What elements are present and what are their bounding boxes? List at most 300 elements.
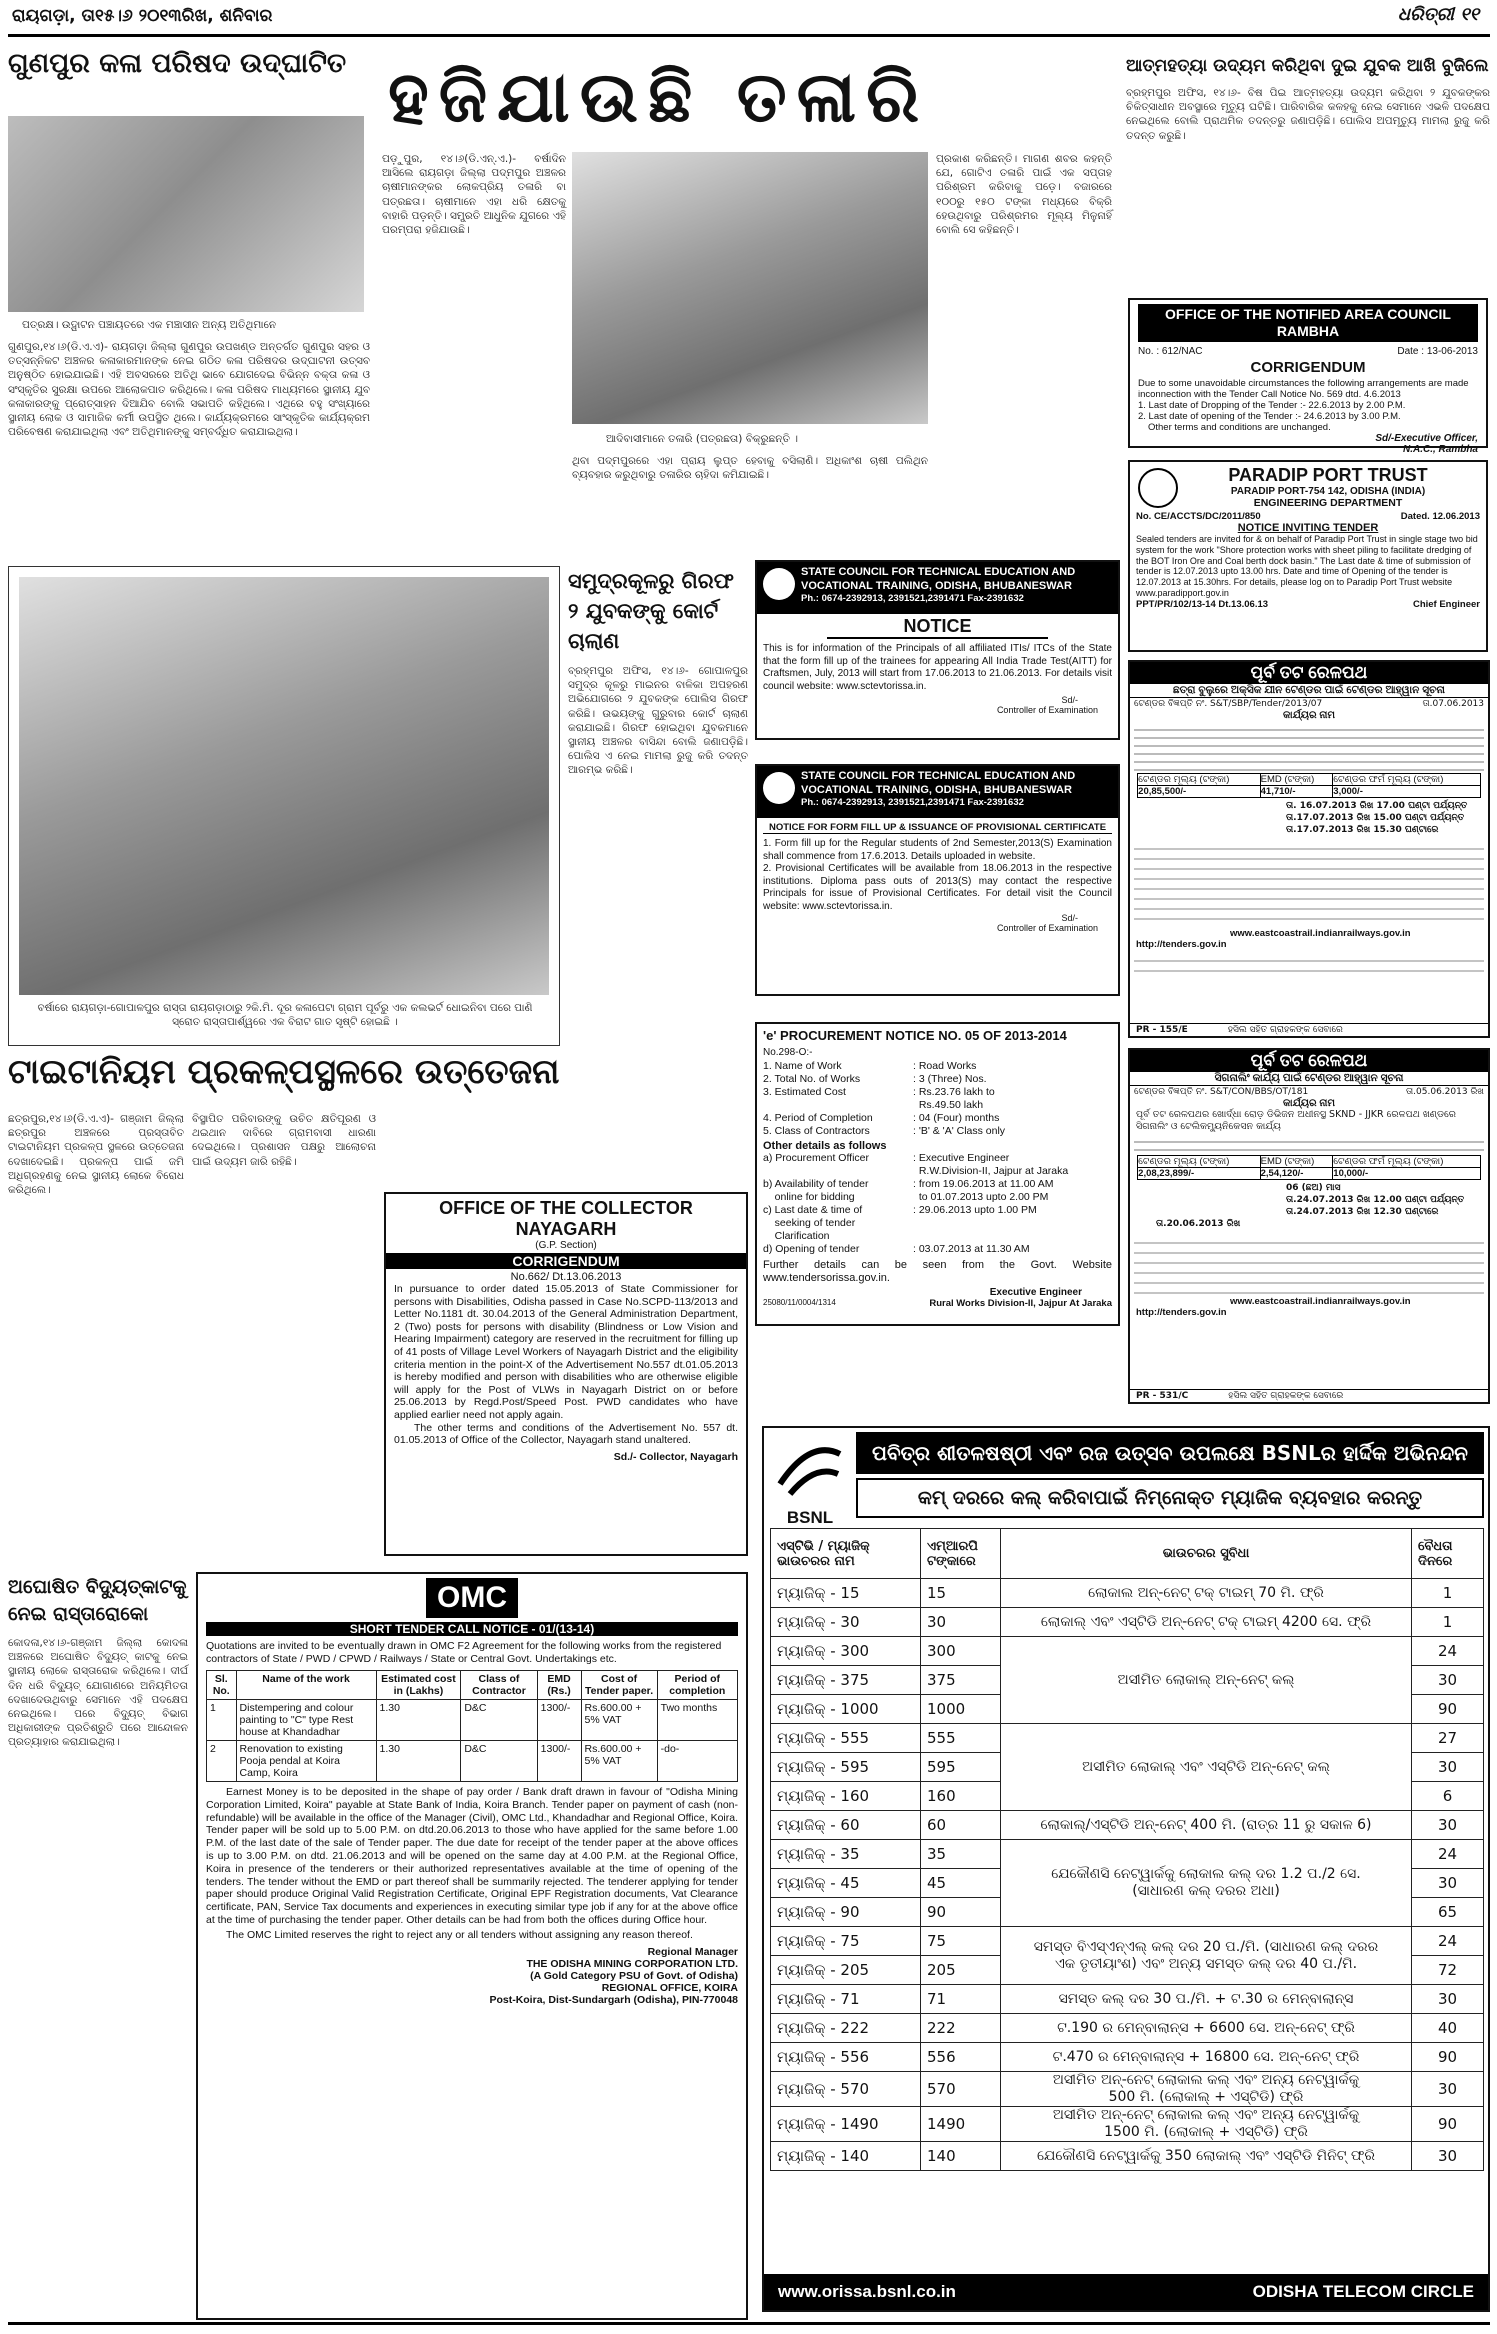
- bsnl-mrp: 1490: [921, 2107, 1001, 2142]
- eproc-key: 1. Name of Work: [763, 1060, 842, 1072]
- gunupur-photo: [8, 116, 364, 312]
- bsnl-voucher-name: ମ୍ୟାଜିକ୍ - 90: [771, 1898, 921, 1927]
- bsnl-mrp: 15: [921, 1579, 1001, 1608]
- nac-line3: Other terms and conditions are unchanged.: [1148, 422, 1331, 433]
- bsnl-logo: [770, 1434, 850, 1527]
- bsnl-header-cell: ଏସ୍‌ଟିଭି / ମ୍ୟାଜିକ୍ ଭାଉଚରର ନାମ: [771, 1529, 921, 1579]
- bsnl-validity: 24: [1412, 1840, 1484, 1869]
- bsnl-validity: 24: [1412, 1927, 1484, 1956]
- bsnl-mrp: 160: [921, 1782, 1001, 1811]
- eproc-value: R.W.Division-II, Jajpur at Jaraka: [913, 1165, 1069, 1177]
- sctevt-sign2: Controller of Examination: [996, 705, 1098, 715]
- railway-h2: EMD (ଟଙ୍କା): [1260, 1156, 1333, 1168]
- railway-d1: ତା. 16.07.2013 ରିଖ 17.00 ଘଣ୍ଟା ପର୍ଯ୍ୟନ୍ତ: [1286, 801, 1468, 811]
- eproc-sign2: Rural Works Division-II, Jajpur At Jaraka: [929, 1298, 1112, 1309]
- bsnl-benefit: [1001, 1637, 1412, 1724]
- eproc-value: : 'B' & 'A' Class only: [913, 1125, 1006, 1137]
- nac-title: OFFICE OF THE NOTIFIED AREA COUNCIL RAMBHA: [1138, 304, 1478, 342]
- railway-ref: ଟେଣ୍ଡର ବିଜ୍ଞପ୍ତି ନଂ. S&T/CON/BBS/OT/181: [1134, 1087, 1309, 1097]
- railway-period: 06 (ଛଅ) ମାସ: [1286, 1183, 1341, 1193]
- bsnl-row: [771, 1724, 1484, 1753]
- collector-heading: CORRIGENDUM: [386, 1253, 746, 1269]
- eproc-value: : 3 (Three) Nos.: [913, 1073, 987, 1085]
- railway-sub: ଛତ୍ରା ବୁଲୁରେ ଅକ୍ସିକ ଯୀନ ଟେଣ୍ଡର ପାଇଁ ଟେଣ୍ଡର ଆହ୍ୱାନ ସୂଚନା: [1130, 684, 1488, 698]
- bsnl-ad: [762, 1426, 1490, 2312]
- bsnl-validity: 30: [1412, 1811, 1484, 1840]
- bsnl-mrp: 222: [921, 2014, 1001, 2043]
- photo-caption: ପତ୍ରକ୍ଷ। ଉଦ୍ଘାଟନ ପଞ୍ଚାୟତରେ ଏକ ମଞ୍ଚାସୀନ ଅନ୍ୟ ଅତିଥିମାନେ: [22, 319, 277, 331]
- eproc-other: Other details as follows: [763, 1140, 887, 1152]
- sctevt-org: STATE COUNCIL FOR TECHNICAL EDUCATION AND VOCATIONAL TRAINING, ODISHA, BHUBANESWAR: [801, 566, 1076, 592]
- eproc-value: Rs.49.50 lakh: [913, 1099, 984, 1111]
- railway-title: ପୂର୍ବ ତଟ ରେଳପଥ: [1130, 662, 1488, 684]
- bsnl-mrp: 35: [921, 1840, 1001, 1869]
- bsnl-mrp: 375: [921, 1666, 1001, 1695]
- railway-work: କାର୍ଯ୍ୟର ନାମ: [1283, 710, 1335, 721]
- eproc-key: 3. Estimated Cost: [763, 1086, 846, 1098]
- omc-cell: 1.30: [376, 1700, 461, 1741]
- bsnl-mrp: 556: [921, 2043, 1001, 2072]
- omc-cell: Rs.600.00 + 5% VAT: [581, 1741, 657, 1782]
- bsnl-benefit: [1001, 1840, 1412, 1927]
- bsnl-benefit: ଲୋକାଲ ଅନ୍-ନେଟ୍ ଟକ୍ ଟାଇମ୍ 70 ମି. ଫ୍ରି: [1001, 1579, 1412, 1608]
- sctevt-certificate-notice: [755, 764, 1120, 996]
- story-body: ବ୍ରହ୍ମପୁର ଅଫିସ, ୧୪।୬- ଗୋପାଳପୁର ସମୁଦ୍ର କୂଳରୁ ମାଇନର ବାଳିକା ଅପହରଣ ଅଭିଯୋଗରେ ୨ ଯୁବକଙ୍କ ପୋଲିସ ଗିରଫ କରିଛି। ଉଭୟଙ୍କୁ ଗୁରୁବାର କୋର୍ଟ ଚାଲାଣ କରାଯାଇଛି। ଗିରଫ ହୋଇଥିବା ଯୁବକମାନେ ସ୍ଥାନୀୟ ଅଞ୍ଚଳର ବାସିନ୍ଦା ବୋଲି ଜଣାପଡ଼ିଛି। ପୋଲିସ ଏ ନେଇ ମାମଲା ରୁଜୁ କରି ତଦନ୍ତ ଆରମ୍ଭ କରିଛି।: [568, 665, 748, 777]
- omc-cell: 2: [207, 1741, 237, 1782]
- sctevt-phone: Ph.: 0674-2392913, 2391521,2391471 Fax-2391632: [801, 593, 1024, 604]
- bsnl-benefit: ଯେକୌଣସି ନେଟ୍‌ୱାର୍କକୁ 350 ଲୋକାଲ୍ ଏବଂ ଏସ୍‌ଟିଡି ମିନିଟ୍ ଫ୍ରି: [1001, 2142, 1412, 2171]
- collector-section: (G.P. Section): [535, 1240, 597, 1251]
- omc-logo: OMC: [426, 1578, 518, 1618]
- eproc-value: : Rs.23.76 lakh to: [913, 1086, 995, 1098]
- eproc-row: [763, 1060, 1112, 1073]
- railway-d3: ତା.20.06.2013 ରିଖ: [1156, 1219, 1241, 1229]
- bsnl-mrp: 555: [921, 1724, 1001, 1753]
- story-body: ଗୁଣପୁର,୧୪।୬(ଡି.ଏ.ଏ)- ରାୟଗଡ଼ା ଜିଲ୍ଲା ଗୁଣପୁର ଉପଖଣ୍ଡ ଅନ୍ତର୍ଗତ ଗୁଣପୁର ସହର ଓ ତତ୍ସନ୍ନିକଟ ଅଞ୍ଚଳର କଳାକାରମାନଙ୍କ ନେଇ ଗଠିତ କଳା ପରିଷଦର ଉଦ୍‌ଘାଟନୀ ଉତ୍ସବ ଅନୁଷ୍ଠିତ ହୋଇଯାଇଛି। ଏହି ଅବସରରେ ଅତିଥି ଭାବେ ଯୋଗଦେଇ ବିଭିନ୍ନ ବକ୍ତା କଳା ଓ ସଂସ୍କୃତିର ସୁରକ୍ଷା ଉପରେ ଆଲୋକପାତ କରିଥିଲେ। କଳା ପରିଷଦ ମାଧ୍ୟମରେ ସ୍ଥାନୀୟ ଯୁବ କଳାକାରଙ୍କୁ ପ୍ରୋତ୍ସାହନ ଦିଆଯିବ ବୋଲି ସଭାପତି କହିଥିଲେ। ଏଥିରେ ବହୁ ସଂଖ୍ୟାରେ ସ୍ଥାନୀୟ ଲୋକ ଓ ସାମାଜିକ କର୍ମୀ ଉପସ୍ଥିତ ଥିଲେ। କାର୍ଯ୍ୟକ୍ରମରେ ସାଂସ୍କୃତିକ କାର୍ଯ୍ୟକ୍ରମ ପରିବେଷଣ କରାଯାଇଥିଲା ଏବଂ ଅତିଥିମାନଙ୍କୁ ସମ୍ବର୍ଦ୍ଧିତ କରାଯାଇଥିଲା।: [8, 341, 370, 439]
- bsnl-voucher-name: ମ୍ୟାଜିକ୍ - 45: [771, 1869, 921, 1898]
- railway-footer2: ହସିଲ ସହିତ ଗ୍ରାହକଙ୍କ ସେବାରେ: [1227, 1025, 1343, 1035]
- omc-sign4: REGIONAL OFFICE, KOIRA: [601, 1981, 738, 1994]
- railway-h3: ଟେଣ୍ଡର ଫର୍ମ ମୂଲ୍ୟ (ଟଙ୍କା): [1333, 774, 1481, 786]
- collector-body: In pursuance to order dated 15.05.2013 of State Commissioner for persons with Disabilities, Odisha passed in Case No.SCPD-113/2013 and Letter No.1181 dt. 30.04.2013 of the General Administration Department, 2 (Two) posts for persons with disability (Blindness or Low Vision and Hearing Impairment) category are reserved in the recruitment for filling up of 41 posts of Village Level Workers of Nayagarh District and the eligibility criteria mention in the point-X of the Advertisement No.557 dt.01.05.2013 is hereby modified and person with disabilities who are otherwise eligible will apply for the Post of VLWs in Nayagarh District on or before 25.06.2013 by Regd.Post/Speed Post. PWD candidates who have applied earlier need not apply again.: [394, 1283, 738, 1421]
- nac-no: No. : 612/NAC: [1138, 346, 1203, 357]
- bsnl-benefit: ସମସ୍ତ କଲ୍ ଦର 30 ପ./ମି. + ଟ.30 ର ମେନ୍‌ବାଲାନ୍ସ: [1001, 1985, 1412, 2014]
- bsnl-mrp: 71: [921, 1985, 1001, 2014]
- collector-title1: OFFICE OF THE COLLECTOR: [439, 1198, 693, 1218]
- eproc-row: [763, 1099, 1112, 1112]
- sctevt-sign1: Sd/-: [1061, 913, 1078, 923]
- railway-web2: http://tenders.gov.in: [1136, 1307, 1227, 1318]
- bsnl-row: [771, 1927, 1484, 1956]
- bsnl-header-cell: ବୈଧତା ଦିନରେ: [1412, 1529, 1484, 1579]
- nac-sign1: Sd/-Executive Officer,: [1375, 433, 1478, 444]
- nac-line2: 2. Last date of opening of the Tender :- 24.6.2013 by 3.00 P.M.: [1138, 411, 1401, 422]
- bsnl-line1: ପବିତ୍ର ଶୀତଳଷଷ୍ଠୀ ଏବଂ ରଜ ଉତ୍ସବ ଉପଲକ୍ଷେ BSNLର ହାର୍ଦ୍ଦିକ ଅଭିନନ୍ଦନ: [856, 1432, 1484, 1474]
- eproc-sign1: Executive Engineer: [989, 1287, 1082, 1298]
- bsnl-mrp: 1000: [921, 1695, 1001, 1724]
- sctevt-sign2: Controller of Examination: [996, 923, 1098, 933]
- eproc-row: [763, 1112, 1112, 1125]
- omc-notice: [196, 1572, 748, 2320]
- story-headline: ସମୁଦ୍ରକୂଳରୁ ଗିରଫ ୨ ଯୁବକଙ୍କୁ କୋର୍ଟ ଚାଲାଣ: [568, 569, 734, 653]
- bsnl-validity: 40: [1412, 2014, 1484, 2043]
- omc-cell: 1: [207, 1700, 237, 1741]
- bsnl-voucher-name: ମ୍ୟାଜିକ୍ - 71: [771, 1985, 921, 2014]
- eproc-value: : Road Works: [913, 1060, 977, 1072]
- bsnl-mrp: 90: [921, 1898, 1001, 1927]
- bsnl-validity: 1: [1412, 1579, 1484, 1608]
- sctevt-notice: [755, 560, 1120, 740]
- omc-cell: Distempering and colour painting to "C" type Rest house at Khandadhar: [236, 1700, 376, 1741]
- bsnl-benefit: ଟ.190 ର ମେନ୍‌ବାଲାନ୍ସ + 6600 ସେ. ଅନ୍-ନେଟ୍ ଫ୍ରି: [1001, 2014, 1412, 2043]
- bsnl-benefit: [1001, 1927, 1412, 1985]
- road-caption: ବର୍ଷାରେ ରାୟଗଡ଼ା-ଗୋପାଳପୁର ରାସ୍ତା ରାୟଗଡ଼ାଠାରୁ ୨କି.ମି. ଦୂର କଳାପେଟା ଗ୍ରାମ ପୂର୍ବରୁ ଏକ କଲଭର୍ଟ ଧୋଇନିବା ପରେ ପାଣି ସ୍ରୋତ ରାସ୍ତାପାର୍ଶ୍ୱରେ ଏକ ବିରାଟ ଗାତ ସୃଷ୍ଟି ହୋଇଛି ।: [37, 1002, 533, 1028]
- eproc-key: 2. Total No. of Works: [763, 1073, 861, 1085]
- omc-cell: Rs.600.00 + 5% VAT: [581, 1700, 657, 1741]
- talari-body-col2: ପ୍ରକାଶ କରିଛନ୍ତି। ମାଗଣ ଶବର କହନ୍ତି ଯେ, ଗୋଟିଏ ତଳାରି ପାଇଁ ଏକ ସପ୍ତାହ ପରିଶ୍ରମ କରିବାକୁ ପଡ଼େ। ବଜାରରେ ୧୦୦ରୁ ୧୫୦ ଟଙ୍କା ମଧ୍ୟରେ ବିକ୍ରି ହେଉଥିବାରୁ ପରିଶ୍ରମର ମୂଲ୍ୟ ମିଳୁନାହିଁ ବୋଲି ସେ କହିଛନ୍ତି।: [936, 153, 1112, 237]
- collector-sign: Sd./- Collector, Nayagarh: [613, 1450, 738, 1463]
- eproc-value: to 01.07.2013 upto 2.00 PM: [913, 1191, 1049, 1203]
- bsnl-header-cell: ଭାଉଚରର ସୁବିଧା: [1001, 1529, 1412, 1579]
- eproc-row: [763, 1152, 1112, 1165]
- omc-cell: -do-: [657, 1741, 737, 1782]
- eproc-key: seeking of tender: [763, 1217, 856, 1229]
- bsnl-voucher-name: ମ୍ୟାଜିକ୍ - 375: [771, 1666, 921, 1695]
- railway-web1: www.eastcoastrail.indianrailways.gov.in: [1230, 928, 1411, 939]
- railway-notice-2: [1128, 1048, 1490, 1404]
- eproc-no: No.298-O:-: [763, 1047, 813, 1058]
- bsnl-benefit: [1001, 2072, 1412, 2107]
- railway-work: କାର୍ଯ୍ୟର ନାମ: [1283, 1098, 1335, 1109]
- titanium-body-col2: ବିସ୍ଥାପିତ ପରିବାରଙ୍କୁ ଉଚିତ କ୍ଷତିପୂରଣ ଓ ଥଇଥାନ ଦାବିରେ ଗ୍ରାମବାସୀ ଧାରଣା ଦେଇଥିଲେ। ପ୍ରଶାସନ ପକ୍ଷରୁ ଆଲୋଚନା ପାଇଁ ଉଦ୍ୟମ ଜାରି ରହିଛି।: [192, 1113, 376, 1168]
- sctevt-item1: 1. Form fill up for the Regular students of 2nd Semester,2013(S) Examination shall commence from 17.6.2013. Details uploaded in website.: [763, 838, 1112, 862]
- railway-date: ତା.05.06.2013 ରିଖ: [1406, 1087, 1484, 1097]
- bsnl-validity: 90: [1412, 1695, 1484, 1724]
- bsnl-voucher-name: ମ୍ୟାଜିକ୍ - 15: [771, 1579, 921, 1608]
- bsnl-benefit-line: ଅସୀମିତ ଅନ୍-ନେଟ୍ ଲୋକାଲ କଲ୍ ଏବଂ ଅନ୍ୟ ନେଟ୍‌ୱାର୍କକୁ: [1052, 2107, 1360, 2123]
- bsnl-voucher-name: ମ୍ୟାଜିକ୍ - 160: [771, 1782, 921, 1811]
- bsnl-voucher-name: ମ୍ୟାଜିକ୍ - 60: [771, 1811, 921, 1840]
- bsnl-benefit: [1001, 2107, 1412, 2142]
- collector-no: No.662/ Dt.13.06.2013: [510, 1271, 622, 1283]
- paradip-date: Dated. 12.06.2013: [1400, 511, 1480, 522]
- road-photo: [19, 577, 549, 995]
- omc-cell: Renovation to existing Pooja pendal at Koira Camp, Koira: [236, 1741, 376, 1782]
- paradip-heading: NOTICE INVITING TENDER: [1237, 522, 1379, 534]
- railway-v1: 20,85,500/-: [1138, 786, 1260, 798]
- omc-row: [207, 1741, 738, 1782]
- main-headline: ହଜିଯାଉଛି ତଳାରି: [388, 56, 930, 138]
- railway-lines: [1134, 1135, 1484, 1153]
- bsnl-benefit: ଲୋକାଲ୍/ଏସ୍‌ଟିଡି ଅନ୍-ନେଟ୍ 400 ମି. (ରାତ୍ର 11 ରୁ ସକାଳ 6): [1001, 1811, 1412, 1840]
- bsnl-mrp: 595: [921, 1753, 1001, 1782]
- bsnl-benefit-line: ସମସ୍ତ ବିଏସ୍‌ଏନ୍‌ଏଲ୍ କଲ୍ ଦର 20 ପ./ମି. (ସାଧାରଣ କଲ୍ ଦରର: [1033, 1938, 1379, 1955]
- paradip-ref: PPT/PR/102/13-14 Dt.13.06.13: [1136, 598, 1269, 610]
- eproc-row: [763, 1243, 1112, 1256]
- bsnl-voucher-name: ମ୍ୟାଜିକ୍ - 1000: [771, 1695, 921, 1724]
- talari-body-col1: ପଡ଼ୁପୁର, ୧୪।୬(ଡି.ଏନ୍‌.ଏ.)- ବର୍ଷାଦିନ ଆସିଲେ ରାୟଗଡ଼ା ଜିଲ୍ଲା ପଦ୍ମପୁର ଅଞ୍ଚଳର ଚାଷୀମାନଙ୍କର ଲୋକପ୍ରିୟ ତଳାରି ବା ପତ୍ରଛତା। ଚାଷୀମାନେ ଏହା ଧରି କ୍ଷେତକୁ ବାହାରି ପଡ଼ନ୍ତି। ସମ୍ପ୍ରତି ଆଧୁନିକ ଯୁଗରେ ଏହି ପରମ୍ପରା ହଜିଯାଉଛି।: [382, 153, 566, 237]
- bsnl-voucher-name: ମ୍ୟାଜିକ୍ - 300: [771, 1637, 921, 1666]
- bsnl-validity: 30: [1412, 1666, 1484, 1695]
- talari-photo: [572, 152, 928, 424]
- railway-desc: ପୂର୍ବ ତଟ ରେଳପଥର ଖୋର୍ଦ୍ଧା ରୋଡ଼ ଡିଭିଜନ ଅଧୀନସ୍ଥ SKND - JJKR ରେଳପଥ ଖଣ୍ଡରେ ସିଗନାଲିଂ ଓ ଟେଲିକମ୍ୟୁନିକେସନ କାର୍ଯ୍ୟ: [1136, 1109, 1456, 1132]
- omc-cell: 1.30: [376, 1741, 461, 1782]
- sctevt-item2: 2. Provisional Certificates will be available from 18.06.2013 in the respective institutions. Diploma pass outs of 2013(S) may contact the respective Principals for issue of Provisional Certificates. For detail visit the Council website: www.sctevtorissa.in.: [763, 863, 1112, 912]
- omc-header-cell: Period of completion: [657, 1671, 737, 1700]
- railway-h3: ଟେଣ୍ଡର ଫର୍ମ ମୂଲ୍ୟ (ଟଙ୍କା): [1333, 1156, 1481, 1168]
- eproc-row: [763, 1125, 1112, 1138]
- bsnl-benefit: ଟ.470 ର ମେନ୍‌ବାଲାନ୍ସ + 16800 ସେ. ଅନ୍-ନେଟ୍ ଫ୍ରି: [1001, 2043, 1412, 2072]
- bsnl-mrp: 60: [921, 1811, 1001, 1840]
- railway-sub: ସିଗନାଲିଂ କାର୍ଯ୍ୟ ପାଇଁ ଟେଣ୍ଡର ଆହ୍ୱାନ ସୂଚନା: [1130, 1072, 1488, 1086]
- bsnl-mrp: 45: [921, 1869, 1001, 1898]
- railway-v2: 2,54,120/-: [1260, 1168, 1333, 1180]
- bsnl-benefit-line: 1500 ମି. (ଲୋକାଲ୍ + ଏସ୍‌ଟିଡି) ଫ୍ରି: [1104, 2124, 1308, 2140]
- eproc-row: [763, 1191, 1112, 1204]
- eproc-key: online for bidding: [763, 1191, 855, 1203]
- masthead: [0, 0, 1497, 40]
- bsnl-voucher-name: ମ୍ୟାଜିକ୍ - 75: [771, 1927, 921, 1956]
- railway-h1: ଟେଣ୍ଡର ମୂଲ୍ୟ (ଟଙ୍କା): [1138, 774, 1260, 786]
- omc-header-cell: Estimated cost in (Lakhs): [376, 1671, 461, 1700]
- bsnl-validity: 30: [1412, 2142, 1484, 2171]
- bsnl-validity: 6: [1412, 1782, 1484, 1811]
- bsnl-brand: BSNL: [786, 1508, 834, 1527]
- eproc-ref: 25080/11/0004/1314: [763, 1298, 836, 1307]
- story-headline: ଟାଇଟାନିୟମ ପ୍ରକଳ୍ପସ୍ଥଳରେ ଉତ୍ତେଜନା: [8, 1052, 560, 1092]
- omc-cell: 1300/-: [537, 1741, 581, 1782]
- railway-d2: ତା.24.07.2013 ରିଖ 12.30 ଘଣ୍ଟାରେ: [1286, 1207, 1439, 1217]
- paradip-logo: [1138, 468, 1178, 508]
- bsnl-validity: 30: [1412, 2072, 1484, 2107]
- bsnl-mrp: 205: [921, 1956, 1001, 1985]
- railway-d1: ତା.24.07.2013 ରିଖ 12.00 ଘଣ୍ଟା ପର୍ଯ୍ୟନ୍ତ: [1286, 1195, 1465, 1205]
- railway-d3: ତା.17.07.2013 ରିଖ 15.30 ଘଣ୍ଟାରେ: [1286, 825, 1439, 835]
- railway-v3: 3,000/-: [1333, 786, 1481, 798]
- bsnl-voucher-name: ମ୍ୟାଜିକ୍ - 555: [771, 1724, 921, 1753]
- omc-body: Earnest Money is to be deposited in the shape of pay order / Bank draft drawn in favour of "Odisha Mining Corporation Limited, Koira" payable at State Bank of India, Koira Branch. Tender paper on payment of cash (non-refundable) will be available in the office of the Manager (Civil), OMC Ltd., Khandadhar and Regional Office, Koira. Tender paper will be sold up to 5.00 P.M. on dtd.20.06.2013 to those who have applied for the same before 1.00 P.M. of the last date of the sale of Tender paper. The due date for receipt of the tender paper at the above offices is up to 3.00 P.M. on dtd. 21.06.2013 and will be opened on the same day at 4.00 P.M. at the Regional Office, Koira in presence of the tenderers or their authorized representatives available at the time of opening of the tenders. The tender without the EMD or part thereof shall be summarily rejected. The tenderer applying for tender paper should produce Original Valid Registration Certificate, Original EPF Registration documents, Vat Clearance certificate, PAN, Service Tax documents and experiences in executing similar type job if any for at the above office at the time of purchasing the tender paper. Other details can be had from both the offices during Office hour.: [206, 1786, 738, 1926]
- bsnl-benefit-line: ଅସୀମିତ ଲୋକାଲ୍ ଏବଂ ଏସ୍‌ଟିଡି ଅନ୍-ନେଟ୍ କଲ୍: [1082, 1758, 1330, 1775]
- eproc-value: : 03.07.2013 at 11.30 AM: [913, 1243, 1030, 1255]
- paradip-body: Sealed tenders are invited for & on behalf of Paradip Port Trust in single stage two bid system for the work "Shore protection works with sheet piling to facilitate dredging of the BOT Iron Ore and Coal berth dock basin." The Last date & time of submission of tender is 12.07.2013 upto 13.00 hrs. Date and time of Opening of the tender is 12.07.2013 at 15.30hrs. For details, please log on to Paradip Port Trust website www.paradipport.gov.in: [1136, 534, 1478, 598]
- eproc-further: Further details can be seen from the Govt. Website www.tendersorissa.gov.in.: [763, 1259, 1112, 1284]
- bsnl-validity: 30: [1412, 1869, 1484, 1898]
- bsnl-row: [771, 2014, 1484, 2043]
- bsnl-mrp: 30: [921, 1608, 1001, 1637]
- bsnl-benefit-line: ଯେକୌଣସି ନେଟ୍‌ୱାର୍କକୁ ଲୋକାଲ କଲ୍ ଦର 1.2 ପ./2 ସେ.: [1051, 1866, 1361, 1882]
- railway-footer2: ହସିଲ ସହିତ ଗ୍ରାହକଙ୍କ ସେବାରେ: [1228, 1391, 1344, 1401]
- nac-line1: 1. Last date of Dropping of the Tender :- 22.6.2013 by 2.00 P.M.: [1138, 400, 1406, 411]
- railway-v2: 41,710/-: [1260, 786, 1333, 798]
- story-gunupur: [8, 48, 378, 560]
- omc-cell: D&C: [461, 1700, 537, 1741]
- omc-intro: Quotations are invited to be eventually drawn in OMC F2 Agreement for the following works from the registered contractors of State / PWD / CPWD / Railways / State or Central Govt. Undertakings etc.: [206, 1640, 722, 1665]
- omc-sign2: THE ODISHA MINING CORPORATION LTD.: [526, 1957, 738, 1970]
- eproc-key: Clarification: [763, 1230, 830, 1242]
- railway-footer1: PR - 531/C: [1136, 1391, 1189, 1401]
- eproc-row: [763, 1217, 1112, 1230]
- collector-notice: [384, 1192, 748, 1556]
- omc-header-cell: Cost of Tender paper.: [581, 1671, 657, 1700]
- eprocurement-notice: [755, 1022, 1120, 1326]
- railway-v1: 2,08,23,899/-: [1138, 1168, 1260, 1180]
- omc-heading: SHORT TENDER CALL NOTICE - 01/(13-14): [206, 1622, 738, 1636]
- talari-body-col3: ଥିବା ପଦ୍ମପୁରରେ ଏହା ପ୍ରାୟ ଲୁପ୍ତ ହେବାକୁ ବସିଲାଣି। ଅଧିକାଂଶ ଚାଷୀ ପଲିଥିନ ବ୍ୟବହାର କରୁଥିବାରୁ ତଳାରିର ଚାହିଦା କମିଯାଇଛି।: [572, 455, 928, 482]
- bsnl-benefit: [1001, 1724, 1412, 1811]
- bsnl-row: [771, 1840, 1484, 1869]
- bsnl-row: [771, 2043, 1484, 2072]
- railway-table: [1137, 1155, 1481, 1180]
- omc-header-cell: Class of Contractor: [461, 1671, 537, 1700]
- eproc-row: [763, 1073, 1112, 1086]
- omc-reserve: The OMC Limited reserves the right to reject any or all tenders without assigning any reason thereof.: [226, 1928, 693, 1941]
- eproc-value: : from 19.06.2013 at 11.00 AM: [913, 1178, 1054, 1190]
- eproc-row: [763, 1165, 1112, 1178]
- paradip-address: PARADIP PORT-754 142, ODISHA (INDIA): [1230, 486, 1426, 497]
- railway-footer1: PR - 155/E: [1136, 1025, 1188, 1035]
- bsnl-voucher-name: ମ୍ୟାଜିକ୍ - 35: [771, 1840, 921, 1869]
- talari-caption: ଆଦିବାସୀମାନେ ତଳାରି (ପତ୍ରଛତା) ବିକ୍ରୁଛନ୍ତି ।: [606, 433, 799, 445]
- bsnl-row: [771, 2107, 1484, 2142]
- omc-cell: 1300/-: [537, 1700, 581, 1741]
- story-body: ବ୍ରହ୍ମପୁର ଅଫିସ, ୧୪।୬- ବିଷ ପିଇ ଆତ୍ମହତ୍ୟା ଉଦ୍ୟମ କରିଥିବା ୨ ଯୁବକଙ୍କର ଚିକିତ୍ସାଧୀନ ଅବସ୍ଥାରେ ମୃତ୍ୟୁ ଘଟିଛି। ପାରିବାରିକ କଳହକୁ ନେଇ ସେମାନେ ଏଭଳି ପଦକ୍ଷେପ ନେଇଥିଲେ ବୋଲି ପ୍ରାଥମିକ ତଦନ୍ତରୁ ଜଣାପଡ଼ିଛି। ପୋଲିସ ଅପମୃତ୍ୟୁ ମାମଲା ରୁଜୁ କରି ତଦନ୍ତ କରୁଛି।: [1126, 87, 1490, 142]
- eproc-key: [763, 1099, 913, 1112]
- bsnl-row: [771, 1579, 1484, 1608]
- omc-cell: D&C: [461, 1741, 537, 1782]
- eproc-row: [763, 1230, 1112, 1243]
- eproc-row: [763, 1086, 1112, 1099]
- bsnl-validity: 72: [1412, 1956, 1484, 1985]
- bsnl-line2: କମ୍ ଦରରେ କଲ୍ କରିବାପାଇଁ ନିମ୍ନୋକ୍ତ ମ୍ୟାଜିକ ବ୍ୟବହାର କରନ୍ତୁ: [856, 1478, 1484, 1518]
- railway-web2: http://tenders.gov.in: [1136, 939, 1227, 950]
- paradip-sign: Chief Engineer: [1412, 598, 1480, 610]
- eproc-value: : Executive Engineer: [913, 1152, 1010, 1164]
- eproc-row: [763, 1204, 1112, 1217]
- sctevt-heading: NOTICE FOR FORM FILL UP & ISSUANCE OF PROVISIONAL CERTIFICATE: [763, 822, 1112, 834]
- bsnl-mrp: 75: [921, 1927, 1001, 1956]
- railway-table: [1137, 773, 1481, 798]
- bsnl-validity: 30: [1412, 1985, 1484, 2014]
- story-road: [8, 566, 560, 1046]
- page-bottom-rule: [8, 2322, 1490, 2325]
- railway-notice-1: [1128, 660, 1490, 1038]
- sctevt-phone: Ph.: 0674-2392913, 2391521,2391471 Fax-2391632: [801, 797, 1024, 808]
- bsnl-validity: 24: [1412, 1637, 1484, 1666]
- bsnl-benefit-line: 500 ମି. (ଲୋକାଲ୍ + ଏସ୍‌ଟିଡି) ଫ୍ରି: [1108, 2089, 1304, 2105]
- railway-v3: 10,000/-: [1333, 1168, 1481, 1180]
- bsnl-row: [771, 1608, 1484, 1637]
- sctevt-org: STATE COUNCIL FOR TECHNICAL EDUCATION AND VOCATIONAL TRAINING, ODISHA, BHUBANESWAR: [801, 770, 1076, 796]
- paradip-notice: [1128, 460, 1488, 652]
- titanium-body-col1: ଛତ୍ରପୁର,୧୪।୬(ଡି.ଏ.ଏ)- ଗଞ୍ଜାମ ଜିଲ୍ଲା ଛତ୍ରପୁର ଅଞ୍ଚଳରେ ପ୍ରସ୍ତାବିତ ଟାଇଟାନିୟମ ପ୍ରକଳ୍ପ ସ୍ଥଳରେ ଉତ୍ତେଜନା ଦେଖାଦେଇଛି। ପ୍ରକଳ୍ପ ପାଇଁ ଜମି ଅଧିଗ୍ରହଣକୁ ନେଇ ସ୍ଥାନୀୟ ଲୋକେ ବିରୋଧ କରିଥିଲେ।: [8, 1113, 184, 1197]
- eproc-key: [763, 1165, 913, 1178]
- paper-name: ଧରିତ୍ରୀ ୧୧: [1397, 4, 1479, 25]
- bsnl-row: [771, 1637, 1484, 1666]
- railway-ref: ଟେଣ୍ଡର ବିଜ୍ଞପ୍ତି ନଂ. S&T/SBP/Tender/2013/07: [1134, 699, 1323, 709]
- railway-h1: ଟେଣ୍ଡର ମୂଲ୍ୟ (ଟଙ୍କା): [1138, 1156, 1260, 1168]
- eproc-heading: 'e' PROCUREMENT NOTICE NO. 05 OF 2013-2014: [763, 1028, 1067, 1043]
- bsnl-benefit-line: ଅସୀମିତ ଲୋକାଲ୍ ଅନ୍-ନେଟ୍ କଲ୍: [1117, 1671, 1295, 1688]
- bsnl-row: [771, 1985, 1484, 2014]
- sctevt-body: This is for information of the Principals of all affiliated ITIs/ ITCs of the State that the form fill up of the trainees for appearing All India Trade Test(AITT) for Craftsmen, July, 2013 will start from 17.06.2013 to 21.06.2013. For details visit council website: www.sctevtorissa.in.: [763, 643, 1112, 692]
- story-headline: ଆତ୍ମହତ୍ୟା ଉଦ୍ୟମ କରିଥିବା ଦୁଇ ଯୁବକ ଆଖି ବୁଜିଲେ: [1126, 56, 1489, 76]
- sctevt-logo: [763, 772, 795, 804]
- eproc-value: : 04 (Four) months: [913, 1112, 1000, 1124]
- bsnl-circle: ODISHA TELECOM CIRCLE: [1252, 2282, 1474, 2301]
- eproc-key: 5. Class of Contractors: [763, 1125, 870, 1137]
- eproc-rows: [763, 1060, 1112, 1138]
- railway-terms2: [1134, 952, 1484, 974]
- eproc-key: 4. Period of Completion: [763, 1112, 873, 1124]
- bsnl-header-cell: ଏମ୍‌ଆରପି ଟଙ୍କାରେ: [921, 1529, 1001, 1579]
- bsnl-benefit: ଲୋକାଲ୍ ଏବଂ ଏସ୍‌ଟିଡି ଅନ୍-ନେଟ୍ ଟକ୍ ଟାଇମ୍ 4200 ସେ. ଫ୍ରି: [1001, 1608, 1412, 1637]
- bsnl-validity: 27: [1412, 1724, 1484, 1753]
- story-headline: ଅଘୋଷିତ ବିଦ୍ୟୁତ୍‌କାଟକୁ ନେଇ ରାସ୍ତାରୋକୋ: [8, 1576, 187, 1625]
- collector-body2: The other terms and conditions of the Advertisement No. 557 dt. 01.05.2013 of Office of the Collector, Nayagarh stand unaltered.: [394, 1421, 738, 1447]
- eproc-key: d) Opening of tender: [763, 1243, 860, 1255]
- nac-sign2: N.A.C., Rambha: [1402, 444, 1478, 455]
- bsnl-row: [771, 2072, 1484, 2107]
- bsnl-benefit-line: ଏକ ତୃତୀୟାଂଶ) ଏବଂ ଅନ୍ୟ ସମସ୍ତ କଲ୍ ଦର 40 ପ./ମି.: [1054, 1955, 1358, 1972]
- nac-notice: [1128, 298, 1488, 455]
- omc-header-cell: Name of the work: [236, 1671, 376, 1700]
- eproc-value: : 29.06.2013 upto 1.00 PM: [913, 1204, 1037, 1216]
- paradip-dept: ENGINEERING DEPARTMENT: [1253, 497, 1403, 509]
- omc-row: [207, 1700, 738, 1741]
- omc-table: [206, 1670, 738, 1782]
- railway-terms: [1134, 840, 1484, 926]
- sctevt-logo: [763, 568, 795, 600]
- bsnl-voucher-name: ମ୍ୟାଜିକ୍ - 30: [771, 1608, 921, 1637]
- bsnl-benefit-line: ଅସୀମିତ ଅନ୍-ନେଟ୍ ଲୋକାଲ କଲ୍ ଏବଂ ଅନ୍ୟ ନେଟ୍‌ୱାର୍କକୁ: [1052, 2072, 1360, 2088]
- bsnl-validity: 90: [1412, 2107, 1484, 2142]
- bsnl-voucher-name: ମ୍ୟାଜିକ୍ - 595: [771, 1753, 921, 1782]
- bsnl-table: [770, 1528, 1484, 2171]
- omc-sign1: Regional Manager: [647, 1945, 738, 1958]
- bsnl-mrp: 300: [921, 1637, 1001, 1666]
- eproc-key: c) Last date & time of: [763, 1204, 863, 1216]
- omc-header-cell: EMD (Rs.): [537, 1671, 581, 1700]
- railway-title: ପୂର୍ବ ତଟ ରେଳପଥ: [1130, 1050, 1488, 1072]
- bsnl-validity: 90: [1412, 2043, 1484, 2072]
- bsnl-voucher-name: ମ୍ୟାଜିକ୍ - 205: [771, 1956, 921, 1985]
- story-power: [8, 1574, 188, 2314]
- dateline: ରାୟଗଡ଼ା, ତା୧୫।୬ ୨୦୧୩ରିଖ, ଶନିବାର: [12, 6, 273, 26]
- omc-header-cell: Sl. No.: [207, 1671, 237, 1700]
- bsnl-voucher-name: ମ୍ୟାଜିକ୍ - 1490: [771, 2107, 921, 2142]
- eproc-row: [763, 1178, 1112, 1191]
- story-headline: ଗୁଣପୁର କଳା ପରିଷଦ ଉଦ୍‌ଘାଟିତ: [8, 48, 347, 79]
- railway-date: ତା.07.06.2013: [1422, 699, 1484, 709]
- omc-cell: Two months: [657, 1700, 737, 1741]
- bsnl-validity: 1: [1412, 1608, 1484, 1637]
- bsnl-validity: 30: [1412, 1753, 1484, 1782]
- bsnl-row: [771, 2142, 1484, 2171]
- bsnl-voucher-name: ମ୍ୟାଜିକ୍ - 556: [771, 2043, 921, 2072]
- bsnl-web: www.orissa.bsnl.co.in: [778, 2282, 956, 2301]
- railway-h2: EMD (ଟଙ୍କା): [1260, 774, 1333, 786]
- eproc-rows2: [763, 1152, 1112, 1256]
- bsnl-mrp: 140: [921, 2142, 1001, 2171]
- paradip-no: No. CE/ACCTS/DC/2011/850: [1136, 511, 1261, 522]
- masthead-rule: [8, 34, 1490, 37]
- sctevt-heading: NOTICE: [827, 616, 1048, 639]
- omc-sign5: Post-Koira, Dist-Sundargarh (Odisha), PIN-770048: [489, 1993, 738, 2006]
- railway-web1: www.eastcoastrail.indianrailways.gov.in: [1230, 1296, 1411, 1307]
- railway-d2: ତା.17.07.2013 ରିଖ 15.00 ଘଣ୍ଟା ପର୍ଯ୍ୟନ୍ତ: [1286, 813, 1465, 823]
- railway-terms: [1134, 1234, 1484, 1294]
- story-suicide: [1126, 56, 1490, 276]
